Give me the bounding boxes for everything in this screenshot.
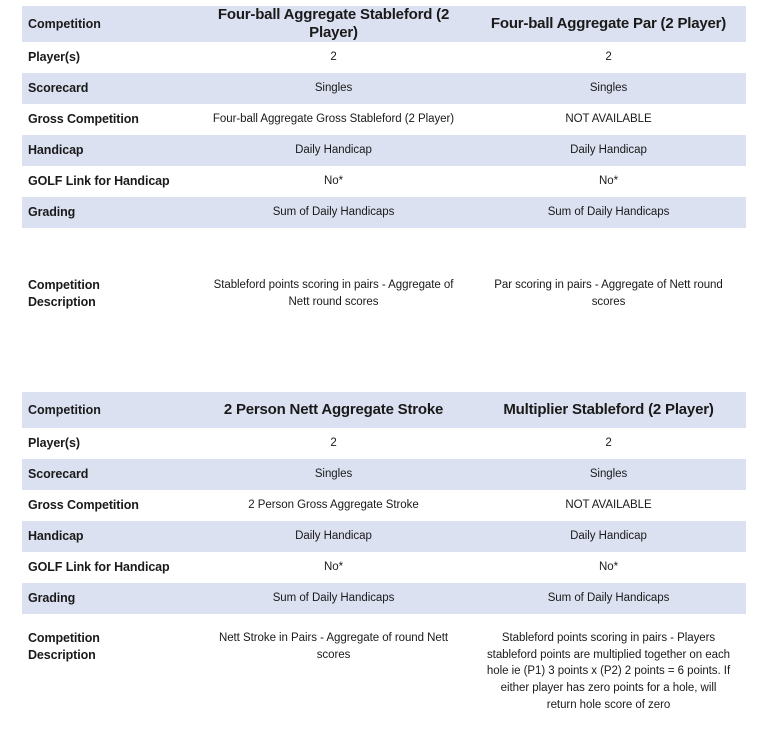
row-value-grading-b: Sum of Daily Handicaps [471, 197, 746, 228]
row-value-competition-description-a: Nett Stroke in Pairs - Aggregate of round Nett scores [196, 628, 471, 734]
row-label-scorecard: Scorecard [22, 459, 196, 490]
row-value-gross-competition-a: 2 Person Gross Aggregate Stroke [196, 490, 471, 521]
table-two-description-row [22, 628, 746, 734]
row-value-golf-link-b: No* [471, 552, 746, 583]
table-row [22, 42, 746, 73]
row-value-gross-competition-b: NOT AVAILABLE [471, 490, 746, 521]
row-value-golf-link-a: No* [196, 552, 471, 583]
row-value-handicap-b: Daily Handicap [471, 521, 746, 552]
table-row [22, 459, 746, 490]
row-value-grading-a: Sum of Daily Handicaps [196, 197, 471, 228]
row-value-grading-a: Sum of Daily Handicaps [196, 583, 471, 614]
row-value-competition-description-b: Stableford points scoring in pairs - Players stableford points are multiplied together on each hole ie (P1) 3 points x (P2) 2 points = 6 points. If either player has zero points for a hole, will return hole score of zero [471, 628, 746, 734]
row-value-scorecard-b: Singles [471, 73, 746, 104]
table-row [22, 490, 746, 521]
table-two-header-label: Competition [22, 392, 196, 428]
competition-comparison-table-one [22, 6, 746, 346]
row-label-grading: Grading [22, 583, 196, 614]
table-row [22, 166, 746, 197]
table-one-header-label: Competition [22, 6, 196, 42]
row-label-gross-competition: Gross Competition [22, 104, 196, 135]
row-label-competition-description [22, 242, 196, 346]
table-row [22, 197, 746, 228]
table-one-description-row [22, 242, 746, 346]
spacer-cell [471, 614, 746, 628]
row-label-handicap: Handicap [22, 135, 196, 166]
row-value-scorecard-a: Singles [196, 73, 471, 104]
row-value-golf-link-a: No* [196, 166, 471, 197]
spacer-cell [196, 228, 471, 242]
table-row [22, 521, 746, 552]
table-one-header-col-b: Four-ball Aggregate Par (2 Player) [471, 6, 746, 42]
description-label-line-one: Competition [28, 278, 100, 293]
row-value-handicap-a: Daily Handicap [196, 521, 471, 552]
row-value-scorecard-a: Singles [196, 459, 471, 490]
row-label-golf-link: GOLF Link for Handicap [22, 552, 196, 583]
table-row [22, 73, 746, 104]
description-label-line-two: Description [28, 295, 96, 309]
table-row [22, 104, 746, 135]
row-value-players-a: 2 [196, 428, 471, 459]
table-two-header-col-b: Multiplier Stableford (2 Player) [471, 392, 746, 428]
spacer-cell [471, 228, 746, 242]
row-label-players: Player(s) [22, 428, 196, 459]
spacer-cell [22, 228, 196, 242]
spacer-cell [196, 614, 471, 628]
table-row [22, 583, 746, 614]
table-one-header-col-a: Four-ball Aggregate Stableford (2 Player) [196, 6, 471, 42]
row-value-competition-description-a: Stableford points scoring in pairs - Aggregate of Nett round scores [196, 242, 471, 346]
table-row [22, 135, 746, 166]
competition-comparison-table-two [22, 392, 746, 734]
row-label-gross-competition: Gross Competition [22, 490, 196, 521]
table-two-header-col-a: 2 Person Nett Aggregate Stroke [196, 392, 471, 428]
table-two-header-row [22, 392, 746, 428]
row-value-competition-description-b: Par scoring in pairs - Aggregate of Nett round scores [471, 242, 746, 346]
row-value-scorecard-b: Singles [471, 459, 746, 490]
spacer-cell [22, 614, 196, 628]
table-row [22, 552, 746, 583]
table-one-spacer [22, 228, 746, 242]
description-label-line-two: Description [28, 647, 96, 662]
row-value-grading-b: Sum of Daily Handicaps [471, 583, 746, 614]
row-label-grading: Grading [22, 197, 196, 228]
row-value-gross-competition-a: Four-ball Aggregate Gross Stableford (2 Player) [196, 104, 471, 135]
table-one-header-row [22, 6, 746, 42]
row-label-golf-link: GOLF Link for Handicap [22, 166, 196, 197]
description-label-line-one: Competition [28, 631, 100, 645]
row-label-players: Player(s) [22, 42, 196, 73]
row-value-handicap-b: Daily Handicap [471, 135, 746, 166]
row-label-competition-description [22, 628, 196, 734]
row-label-handicap: Handicap [22, 521, 196, 552]
row-label-scorecard: Scorecard [22, 73, 196, 104]
row-value-golf-link-b: No* [471, 166, 746, 197]
table-row [22, 428, 746, 459]
row-value-players-b: 2 [471, 428, 746, 459]
row-value-players-b: 2 [471, 42, 746, 73]
row-value-gross-competition-b: NOT AVAILABLE [471, 104, 746, 135]
row-value-players-a: 2 [196, 42, 471, 73]
table-two-spacer [22, 614, 746, 628]
row-value-handicap-a: Daily Handicap [196, 135, 471, 166]
